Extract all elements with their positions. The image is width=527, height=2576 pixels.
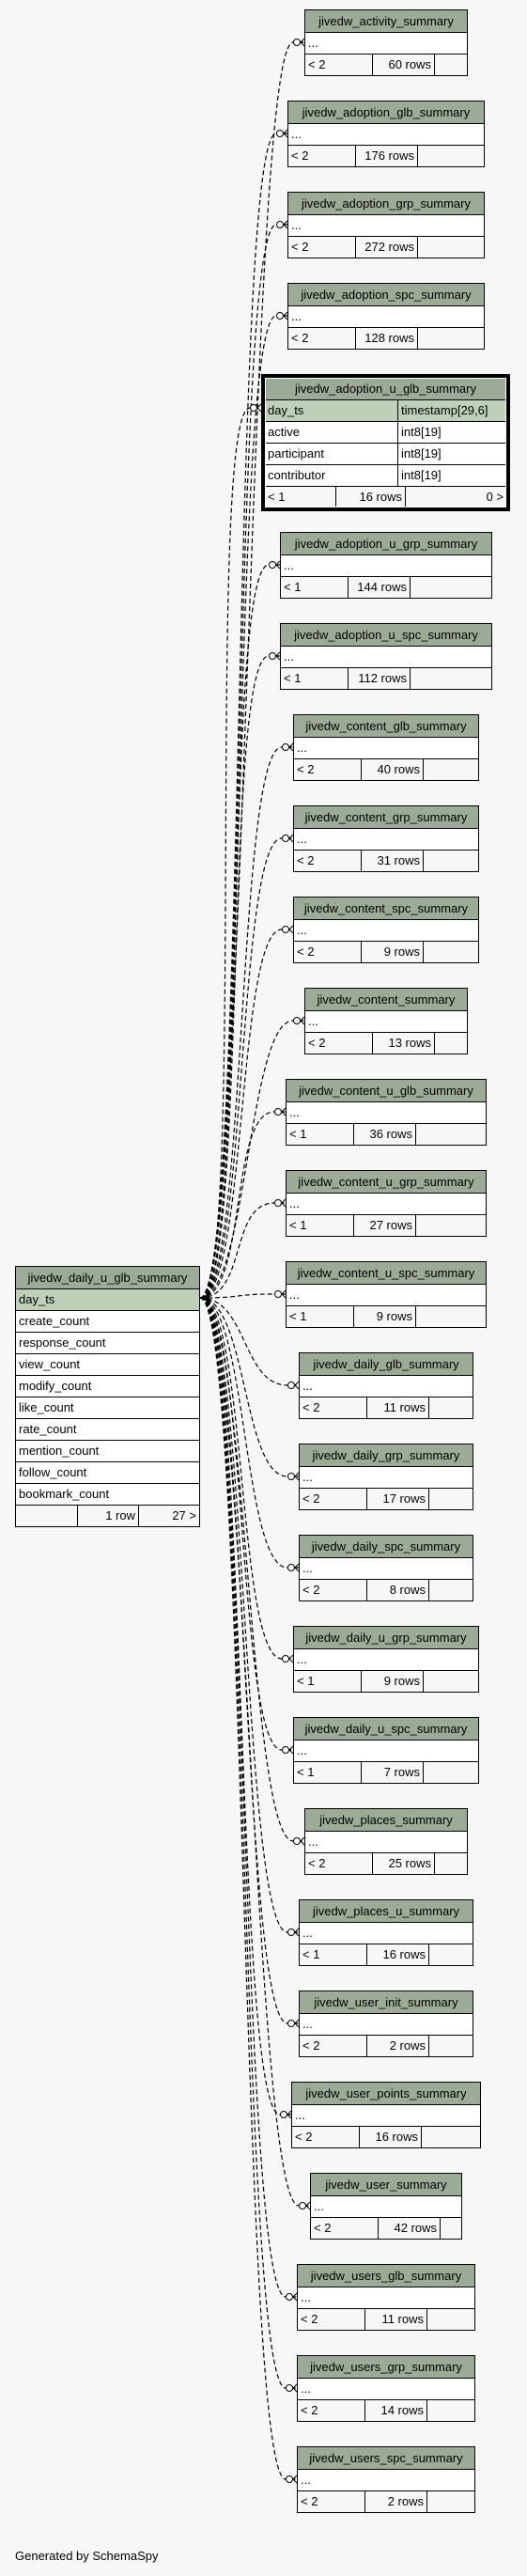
table-footer (287, 1215, 486, 1236)
table-footer (281, 668, 491, 689)
related-table[interactable] (299, 1352, 473, 1419)
table-rowcount: 144 rows (349, 577, 411, 598)
column-ellipsis: ... (298, 2287, 474, 2309)
column-ellipsis: ... (288, 215, 484, 237)
related-table[interactable] (287, 192, 485, 258)
related-table[interactable] (297, 2446, 475, 2513)
optional-marker (283, 927, 289, 933)
table-rowcount: 11 rows (367, 1397, 429, 1418)
optional-marker (283, 744, 289, 751)
table-rowcount: 17 rows (367, 1489, 429, 1509)
optional-marker (288, 1929, 295, 1936)
column-ellipsis: ... (281, 647, 491, 668)
related-table[interactable] (304, 9, 468, 76)
main-table-rowcount: 1 row (78, 1506, 139, 1526)
table-children (424, 1671, 478, 1692)
table-footer (287, 1124, 486, 1145)
table-rowcount: 2 rows (365, 2491, 427, 2512)
table-children (424, 851, 478, 871)
table-parents: < 2 (298, 2309, 365, 2330)
column-ellipsis: ... (300, 1923, 473, 1944)
column-name: participant (268, 446, 324, 461)
optional-marker (300, 2203, 306, 2209)
related-table[interactable] (310, 2173, 462, 2240)
table-rowcount: 7 rows (362, 1762, 424, 1783)
table-title: jivedw_content_u_glb_summary (287, 1080, 486, 1102)
table-parents: < 2 (294, 942, 362, 962)
main-table-title: jivedw_daily_u_glb_summary (16, 1267, 199, 1289)
main-table-column: create_count (16, 1311, 199, 1333)
relationship-edge (200, 1298, 291, 2115)
table-rowcount: 2 rows (367, 2036, 429, 2056)
table-footer (300, 1944, 473, 1965)
table-title: jivedw_content_glb_summary (294, 715, 478, 738)
table-footer (300, 2036, 473, 2056)
highlight-table-rowcount: 16 rows (336, 487, 406, 507)
column-name: contributor (268, 468, 326, 482)
table-parents: < 2 (305, 1853, 373, 1874)
table-footer (305, 1853, 467, 1874)
relationship-edge (200, 1298, 297, 2297)
related-table[interactable] (304, 988, 468, 1054)
table-rowcount: 13 rows (373, 1033, 435, 1054)
optional-marker (288, 2021, 295, 2027)
table-children (435, 55, 467, 75)
column-type: timestamp[29,6] (397, 400, 506, 421)
table-parents: < 2 (288, 328, 356, 349)
highlight-table[interactable] (261, 374, 510, 511)
highlight-table-column (265, 400, 506, 422)
optional-marker (275, 1109, 282, 1116)
table-rowcount: 8 rows (367, 1580, 429, 1600)
related-table[interactable] (293, 805, 479, 872)
highlight-table-column (265, 422, 506, 444)
table-parents: < 1 (300, 1944, 367, 1965)
table-title: jivedw_content_u_grp_summary (287, 1171, 486, 1194)
column-ellipsis: ... (294, 829, 478, 851)
column-ellipsis: ... (294, 920, 478, 942)
main-table-column: modify_count (16, 1376, 199, 1397)
table-parents: < 2 (305, 55, 373, 75)
highlight-table-column (265, 444, 506, 465)
related-table[interactable] (280, 623, 492, 690)
table-footer (305, 1033, 467, 1054)
related-table[interactable] (304, 1808, 468, 1875)
table-title: jivedw_daily_spc_summary (300, 1536, 473, 1558)
column-ellipsis: ... (288, 124, 484, 146)
relationship-edge (200, 1203, 286, 1298)
optional-marker (283, 1747, 289, 1754)
table-title: jivedw_daily_u_spc_summary (294, 1718, 478, 1741)
column-ellipsis: ... (298, 2470, 474, 2491)
table-rowcount: 128 rows (356, 328, 418, 349)
optional-marker (277, 222, 284, 228)
table-title: jivedw_content_spc_summary (294, 898, 478, 920)
table-footer (300, 1580, 473, 1600)
optional-marker (288, 1382, 295, 1389)
table-children (429, 1489, 473, 1509)
related-table[interactable] (280, 532, 492, 599)
table-parents: < 2 (288, 237, 356, 258)
optional-marker (283, 1656, 289, 1663)
optional-marker (270, 653, 276, 660)
related-table[interactable] (291, 2082, 481, 2148)
relationship-edge (200, 1298, 299, 1568)
table-rowcount: 9 rows (362, 942, 424, 962)
table-children (416, 1215, 486, 1236)
table-children (416, 1124, 486, 1145)
related-table[interactable] (286, 1170, 487, 1237)
table-rowcount: 14 rows (365, 2400, 427, 2421)
table-parents: < 1 (287, 1124, 354, 1145)
table-parents: < 1 (287, 1215, 354, 1236)
table-footer (294, 1671, 478, 1692)
table-title: jivedw_adoption_u_spc_summary (281, 624, 491, 647)
optional-marker (275, 1291, 282, 1298)
table-footer (298, 2309, 474, 2330)
table-rowcount: 16 rows (360, 2127, 422, 2147)
relationship-edge (200, 838, 293, 1298)
highlight-table-children: 0 > (486, 490, 504, 504)
table-footer (298, 2400, 474, 2421)
table-rowcount: 11 rows (365, 2309, 427, 2330)
table-children (424, 942, 478, 962)
column-ellipsis: ... (287, 1102, 486, 1124)
related-table[interactable] (299, 1444, 473, 1510)
main-table-column: follow_count (16, 1462, 199, 1484)
column-type: int8[19] (397, 465, 506, 486)
table-title: jivedw_users_grp_summary (298, 2356, 474, 2379)
table-rowcount: 31 rows (362, 851, 424, 871)
table-parents: < 2 (305, 1033, 373, 1054)
optional-marker (294, 39, 301, 46)
table-rowcount: 112 rows (349, 668, 411, 689)
table-title: jivedw_user_summary (311, 2174, 461, 2196)
relationship-edge (200, 1298, 293, 1659)
table-parents: < 1 (294, 1671, 362, 1692)
main-table-column: rate_count (16, 1419, 199, 1441)
column-ellipsis: ... (287, 1285, 486, 1306)
column-ellipsis: ... (294, 1649, 478, 1671)
table-children (427, 2400, 474, 2421)
table-title: jivedw_places_u_summary (300, 1900, 473, 1923)
table-title: jivedw_adoption_spc_summary (288, 284, 484, 306)
column-name: active (268, 425, 300, 439)
column-ellipsis: ... (300, 2014, 473, 2036)
table-children (427, 2491, 474, 2512)
table-rowcount: 272 rows (356, 237, 418, 258)
main-table-column: bookmark_count (16, 1484, 199, 1506)
related-table[interactable] (299, 1899, 473, 1966)
table-parents: < 2 (294, 759, 362, 780)
table-children (427, 2309, 474, 2330)
table-title: jivedw_user_points_summary (292, 2083, 480, 2105)
column-ellipsis: ... (288, 306, 484, 328)
generated-by-label: Generated by SchemaSpy (15, 2549, 159, 2563)
column-ellipsis: ... (300, 1558, 473, 1580)
main-table-column: like_count (16, 1397, 199, 1419)
table-children (435, 1853, 467, 1874)
table-title: jivedw_adoption_u_grp_summary (281, 533, 491, 555)
table-footer (292, 2127, 480, 2147)
table-rowcount: 16 rows (367, 1944, 429, 1965)
table-footer (300, 1489, 473, 1509)
optional-marker (287, 2476, 293, 2483)
table-title: jivedw_content_grp_summary (294, 806, 478, 829)
table-parents: < 2 (311, 2218, 379, 2239)
table-children (411, 577, 491, 598)
highlight-table-parents: < 1 (265, 487, 336, 507)
table-title: jivedw_activity_summary (305, 10, 467, 33)
table-parents: < 1 (287, 1306, 354, 1327)
table-children (435, 1033, 467, 1054)
main-table-column: mention_count (16, 1441, 199, 1462)
table-parents: < 2 (300, 1397, 367, 1418)
highlight-table-title: jivedw_adoption_u_glb_summary (265, 378, 506, 400)
column-ellipsis: ... (294, 1741, 478, 1762)
highlight-table-footer (265, 487, 506, 507)
optional-marker (251, 405, 257, 412)
optional-marker (288, 1565, 295, 1571)
column-type: int8[19] (397, 444, 506, 464)
table-children (424, 759, 478, 780)
main-table-column: day_ts (16, 1289, 199, 1311)
table-parents: < 2 (300, 1580, 367, 1600)
table-children (429, 1397, 473, 1418)
table-title: jivedw_users_glb_summary (298, 2265, 474, 2287)
main-table-footer (16, 1506, 199, 1526)
table-rowcount: 40 rows (362, 759, 424, 780)
table-title: jivedw_places_summary (305, 1809, 467, 1832)
related-table[interactable] (293, 1626, 479, 1693)
table-parents: < 1 (294, 1762, 362, 1783)
column-ellipsis: ... (305, 33, 467, 55)
related-table[interactable] (297, 2264, 475, 2331)
column-ellipsis: ... (281, 555, 491, 577)
related-table[interactable] (286, 1261, 487, 1328)
main-table[interactable] (15, 1266, 200, 1527)
table-rowcount: 42 rows (379, 2218, 441, 2239)
optional-marker (294, 1838, 301, 1845)
table-footer (294, 851, 478, 871)
table-title: jivedw_content_summary (305, 989, 467, 1011)
table-footer (288, 237, 484, 258)
table-rowcount: 27 rows (354, 1215, 416, 1236)
related-table[interactable] (286, 1079, 487, 1146)
column-ellipsis: ... (287, 1194, 486, 1215)
related-table[interactable] (293, 714, 479, 781)
related-table[interactable] (297, 2355, 475, 2422)
table-footer (294, 942, 478, 962)
table-title: jivedw_user_init_summary (300, 1991, 473, 2014)
table-footer (305, 55, 467, 75)
optional-marker (287, 2385, 293, 2392)
table-children (429, 1944, 473, 1965)
table-title: jivedw_users_spc_summary (298, 2447, 474, 2470)
table-footer (288, 328, 484, 349)
optional-marker (277, 131, 284, 137)
main-table-parents (16, 1506, 78, 1526)
table-children (424, 1762, 478, 1783)
optional-marker (287, 2294, 293, 2301)
column-ellipsis: ... (311, 2196, 461, 2218)
relationship-edge (200, 747, 293, 1298)
related-table[interactable] (287, 283, 485, 350)
table-parents: < 2 (288, 146, 356, 166)
table-footer (311, 2218, 461, 2239)
table-parents: < 2 (294, 851, 362, 871)
optional-marker (294, 1018, 301, 1024)
column-ellipsis: ... (300, 1467, 473, 1489)
column-ellipsis: ... (294, 738, 478, 759)
column-type: int8[19] (397, 422, 506, 443)
column-ellipsis: ... (292, 2105, 480, 2127)
table-children (422, 2127, 480, 2147)
table-title: jivedw_adoption_grp_summary (288, 193, 484, 215)
table-title: jivedw_daily_u_grp_summary (294, 1627, 478, 1649)
related-table[interactable] (299, 1535, 473, 1601)
table-title: jivedw_adoption_glb_summary (288, 101, 484, 124)
table-parents: < 2 (300, 2036, 367, 2056)
table-title: jivedw_daily_grp_summary (300, 1444, 473, 1467)
table-title: jivedw_content_u_spc_summary (287, 1262, 486, 1285)
table-parents: < 1 (281, 668, 349, 689)
table-children (411, 668, 491, 689)
optional-marker (277, 313, 284, 320)
table-children (418, 146, 484, 166)
optional-marker (270, 562, 276, 569)
table-footer (294, 759, 478, 780)
optional-marker (288, 1474, 295, 1480)
related-table[interactable] (293, 1717, 479, 1784)
column-ellipsis: ... (305, 1832, 467, 1853)
optional-marker (281, 2112, 287, 2118)
column-ellipsis: ... (300, 1376, 473, 1397)
main-table-column: view_count (16, 1354, 199, 1376)
table-footer (298, 2491, 474, 2512)
table-rowcount: 9 rows (354, 1306, 416, 1327)
table-parents: < 2 (292, 2127, 360, 2147)
table-children (418, 237, 484, 258)
table-children (416, 1306, 486, 1327)
table-footer (281, 577, 491, 598)
table-parents: < 2 (298, 2400, 365, 2421)
optional-marker (275, 1200, 282, 1207)
table-children (429, 2036, 473, 2056)
relationship-edge (200, 1294, 286, 1298)
table-children (429, 1580, 473, 1600)
table-rowcount: 176 rows (356, 146, 418, 166)
table-children (441, 2218, 461, 2239)
main-table-column: response_count (16, 1333, 199, 1354)
table-footer (288, 146, 484, 166)
table-footer (294, 1762, 478, 1783)
table-children (418, 328, 484, 349)
column-name: day_ts (268, 403, 304, 417)
related-table[interactable] (299, 1991, 473, 2057)
table-parents: < 2 (300, 1489, 367, 1509)
table-title: jivedw_daily_glb_summary (300, 1353, 473, 1376)
related-table[interactable] (293, 897, 479, 963)
column-ellipsis: ... (305, 1011, 467, 1033)
table-rowcount: 9 rows (362, 1671, 424, 1692)
table-parents: < 2 (298, 2491, 365, 2512)
related-table[interactable] (287, 101, 485, 167)
table-rowcount: 60 rows (373, 55, 435, 75)
table-footer (300, 1397, 473, 1418)
source-arrow (200, 1294, 208, 1302)
main-table-children: 27 > (172, 1508, 196, 1522)
highlight-table-column (265, 465, 506, 487)
relationship-edge (200, 1021, 304, 1298)
table-parents: < 1 (281, 577, 349, 598)
column-ellipsis: ... (298, 2379, 474, 2400)
table-footer (287, 1306, 486, 1327)
table-rowcount: 25 rows (373, 1853, 435, 1874)
optional-marker (283, 835, 289, 842)
table-rowcount: 36 rows (354, 1124, 416, 1145)
